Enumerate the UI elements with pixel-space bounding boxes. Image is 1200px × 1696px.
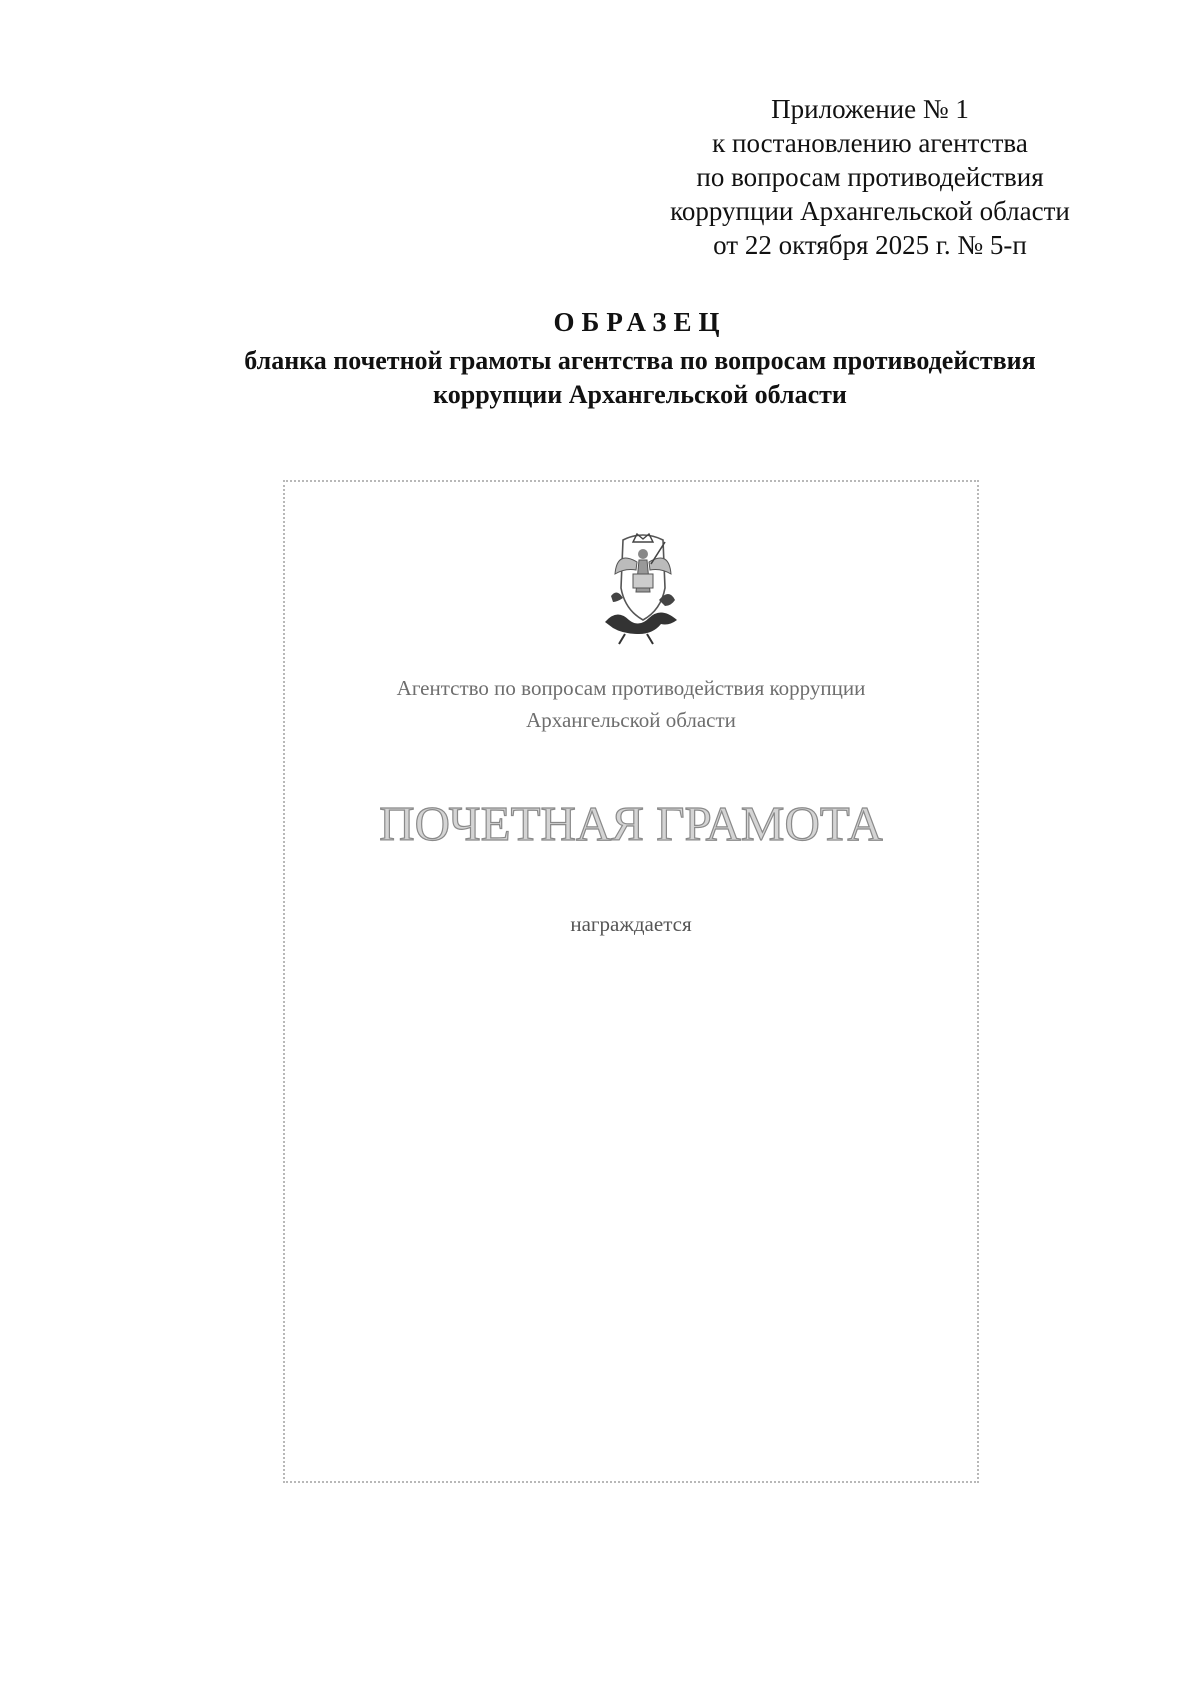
agency-line: Агентство по вопросам противодействия коррупции [396, 676, 866, 700]
subtitle-line: бланка почетной грамоты агентства по вопросам противодействия [244, 346, 1036, 375]
appendix-line: по вопросам противодействия [696, 162, 1044, 192]
certificate-title: ПОЧЕТНАЯ ГРАМОТА [379, 796, 883, 851]
certificate-blank [283, 480, 979, 1483]
appendix-line: Приложение № 1 [771, 94, 969, 124]
subtitle-line: коррупции Архангельской области [433, 380, 847, 409]
appendix-line: от 22 октября 2025 г. № 5-п [713, 230, 1027, 260]
appendix-block [640, 92, 1100, 262]
appendix-line: коррупции Архангельской области [670, 196, 1070, 226]
agency-line: Архангельской области [526, 708, 736, 732]
awarded-label: награждается [570, 912, 692, 936]
document-heading [150, 304, 1130, 412]
document-subtitle [150, 344, 1130, 412]
sample-title: ОБРАЗЕЦ [553, 307, 727, 337]
coat-of-arms-icon [595, 530, 691, 646]
agency-name [285, 672, 977, 736]
appendix-line: к постановлению агентства [712, 128, 1028, 158]
